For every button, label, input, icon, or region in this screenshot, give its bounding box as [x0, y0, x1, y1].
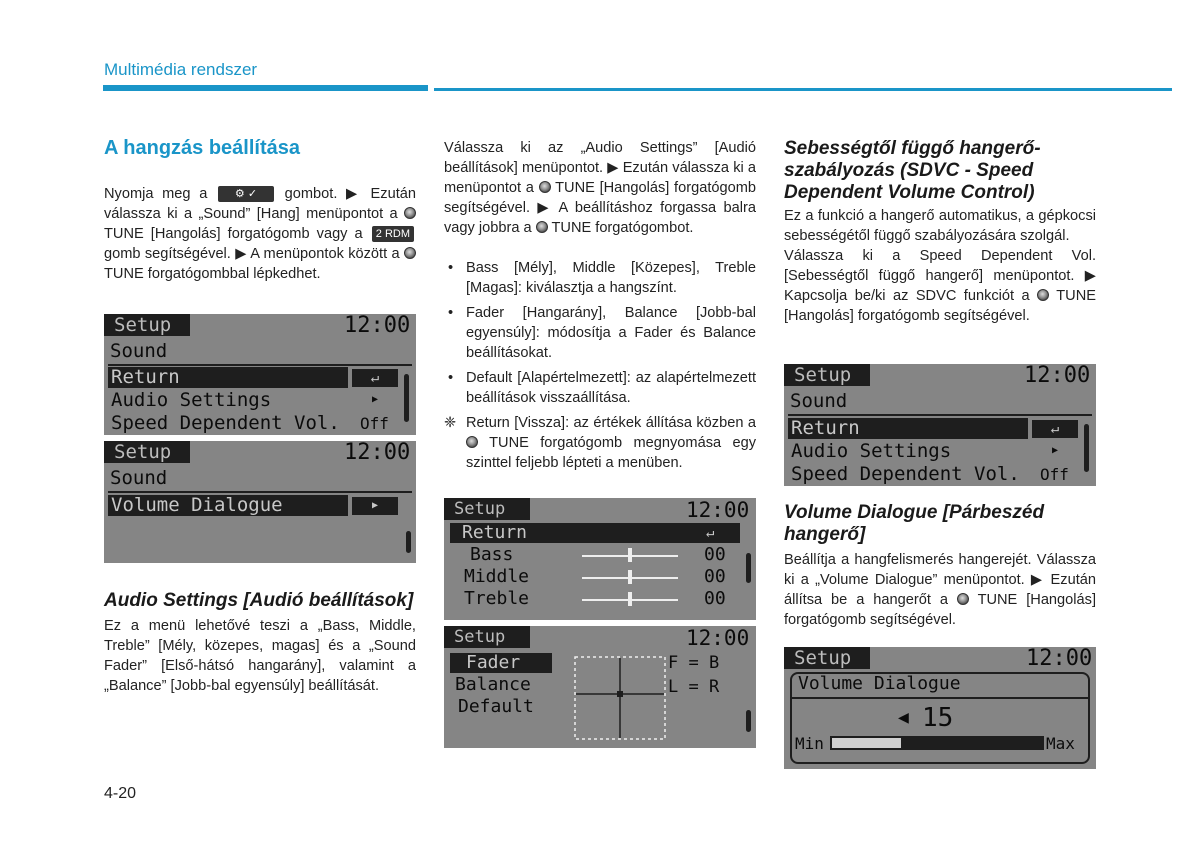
volume-bar-fill: [832, 738, 901, 748]
submenu-arrow-icon: ▶: [372, 394, 379, 405]
balance-readout: L = R: [668, 677, 720, 697]
sdvc-heading: Sebességtől függő hangerő-szabályozás (SDVC - Speed Dependent Volume Control): [784, 138, 1041, 203]
audio-settings-steps: Válassza ki az „Audio Settings” [Audió beállítások] menüpontot. ▶ Ezután válassza ki a menüpontot a TUNE [Hangolás] forgatógomb segítségével. ▶ A beállításhoz forgassa balra vagy jobbra a TUNE forgatógombot.: [444, 140, 757, 236]
screen-title: Setup: [104, 441, 190, 463]
tune-knob-icon: [539, 181, 551, 193]
screen-clock: 12:00: [344, 314, 411, 338]
scrollbar[interactable]: [404, 374, 409, 422]
volume-dialogue-heading: Volume Dialogue [Párbeszéd hangerő]: [784, 502, 1045, 545]
band-label-treble: Treble: [464, 588, 530, 609]
band-label-bass: Bass: [470, 544, 514, 565]
screen-subtitle: Sound: [110, 340, 168, 362]
volume-bar[interactable]: [830, 736, 1044, 750]
menu-item-speed-dependent-vol[interactable]: Speed Dependent Vol.: [791, 463, 1020, 485]
return-icon: ↵: [706, 525, 715, 541]
screen-clock: 12:00: [686, 626, 750, 650]
screen-divider: [792, 697, 1088, 699]
sdvc-value: Off: [360, 414, 389, 433]
menu-item-audio-settings[interactable]: Audio Settings: [111, 389, 272, 411]
screen-clock: 12:00: [686, 498, 750, 522]
screen-title: Setup: [444, 498, 530, 520]
tune-knob-icon: [536, 221, 548, 233]
screen-title: Setup: [784, 647, 870, 669]
treble-value: 00: [704, 588, 726, 609]
treble-slider-knob[interactable]: [628, 592, 632, 606]
rdm-button-icon: 2 RDM: [372, 226, 414, 242]
screen-subtitle: Sound: [110, 467, 168, 489]
column-left: [104, 138, 416, 284]
intro-paragraph: Nyomja meg a ⚙ ✓ gombot. ▶ Ezután válassza ki a „Sound” [Hang] menüpontot a TUNE [Hangolás] forgatógomb vagy a 2 RDM gomb segítségével. ▶ A menüpontok között a TUNE forgatógombbal lépkedhet.: [104, 186, 416, 282]
screen-clock: 12:00: [344, 441, 411, 465]
options-list: [444, 258, 756, 473]
screen-title: Setup: [444, 626, 530, 648]
middle-slider-knob[interactable]: [628, 570, 632, 584]
tune-knob-icon: [1037, 289, 1049, 301]
note-item: ❈ Return [Vissza]: az értékek állítása közben a TUNE forgatógomb megnyomása egy szinttel feljebb lépteti a menüben.: [444, 415, 757, 471]
sdvc-steps: Válassza ki a Speed Dependent Vol. [Sebességtől függő hangerő] menüpontot. ▶ Kapcsolja be/ki az SDVC funkciót a TUNE [Hangolás] forgatógomb segítségével.: [784, 248, 1096, 324]
page-number: 4-20: [104, 785, 137, 802]
screen-divider: [788, 414, 1092, 416]
setup-button-icon: ⚙ ✓: [218, 186, 274, 202]
menu-item-balance[interactable]: Balance: [455, 674, 531, 695]
header-rule-thick: [103, 85, 428, 91]
screen-title: Setup: [784, 364, 870, 386]
screen-sound-menu-sdvc: [784, 364, 1096, 486]
screen-sound-menu: [104, 314, 416, 435]
middle-value: 00: [704, 566, 726, 587]
fader-balance-grid[interactable]: [574, 656, 666, 740]
screen-equalizer: [444, 498, 756, 620]
screen-volume-dialogue: [784, 647, 1096, 769]
min-label: Min: [795, 734, 824, 753]
list-item: • Default [Alapértelmezett]: az alapértelmezett beállítások visszaállítása.: [448, 370, 756, 406]
volume-dialogue-paragraph: Beállítja a hangfelismerés hangerejét. Válassza ki a „Volume Dialogue” menüpontot. ▶ Ezután állítsa be a hangerőt a TUNE [Hangolás] forgatógomb segítségével.: [784, 552, 1096, 628]
menu-item-speed-dependent-vol[interactable]: Speed Dependent Vol.: [111, 412, 340, 434]
list-item: • Bass [Mély], Middle [Közepes], Treble [Magas]: kiválasztja a hangszínt.: [448, 260, 756, 296]
screen-title: Setup: [104, 314, 190, 336]
menu-item-audio-settings[interactable]: Audio Settings: [791, 440, 952, 462]
tune-knob-icon: [957, 593, 969, 605]
tune-knob-icon: [466, 436, 478, 448]
speaker-icon: ◀: [898, 707, 909, 728]
section-title: Multimédia rendszer: [104, 60, 258, 79]
sdvc-value: Off: [1040, 465, 1069, 484]
list-item: • Fader [Hangarány], Balance [Jobb-bal egyensúly]: módosítja a Fader és Balance beállításokat.: [448, 305, 756, 361]
column-right: [784, 138, 1096, 326]
return-icon: ↵: [352, 369, 398, 387]
scrollbar[interactable]: [746, 553, 751, 583]
audio-settings-paragraph: Ez a menü lehetővé teszi a „Bass, Middle, Treble” [Mély, közepes, magas] és a „Sound Fader” [Első-hátsó hangarány], valamint a „Balance” [Jobb-bal egyensúly] beállítását.: [104, 618, 416, 694]
bass-value: 00: [704, 544, 726, 565]
scrollbar[interactable]: [406, 531, 411, 553]
return-icon: ↵: [1032, 420, 1078, 438]
menu-item-return[interactable]: Return: [462, 522, 528, 543]
screen-divider: [108, 491, 412, 493]
sdvc-description: Ez a funkció a hangerő automatikus, a gépkocsi sebességétől függő szabályozására szolgál.: [784, 208, 1096, 244]
fader-readout: F = B: [668, 653, 720, 673]
menu-item-default[interactable]: Default: [458, 696, 534, 717]
max-label: Max: [1046, 734, 1075, 753]
screen-fader-balance: [444, 626, 756, 748]
screen-clock: 12:00: [1026, 647, 1093, 671]
submenu-arrow-icon: ▶: [352, 497, 398, 515]
menu-item-fader[interactable]: Fader: [466, 652, 521, 673]
scrollbar[interactable]: [1084, 424, 1089, 472]
scrollbar[interactable]: [746, 710, 751, 732]
screen-subtitle: Sound: [790, 390, 848, 412]
bass-slider-knob[interactable]: [628, 548, 632, 562]
band-label-middle: Middle: [464, 566, 530, 587]
tune-knob-icon: [404, 247, 416, 259]
screen-clock: 12:00: [1024, 364, 1091, 388]
section-heading: A hangzás beállítása: [104, 137, 300, 159]
audio-settings-heading: Audio Settings [Audió beállítások]: [104, 590, 414, 611]
submenu-arrow-icon: ▶: [1052, 445, 1059, 456]
audio-settings-block: [104, 590, 416, 696]
volume-dialog-heading: Volume Dialogue: [798, 673, 961, 694]
menu-item-return[interactable]: Return: [111, 366, 180, 388]
screen-sound-volume-dialogue: [104, 441, 416, 563]
menu-item-return[interactable]: Return: [791, 417, 860, 439]
tune-knob-icon: [404, 207, 416, 219]
column-middle: [444, 138, 756, 478]
menu-item-volume-dialogue[interactable]: Volume Dialogue: [111, 494, 283, 516]
volume-value: 15: [922, 703, 954, 733]
header-rule-thin: [434, 88, 1172, 91]
volume-dialogue-block: [784, 502, 1096, 630]
